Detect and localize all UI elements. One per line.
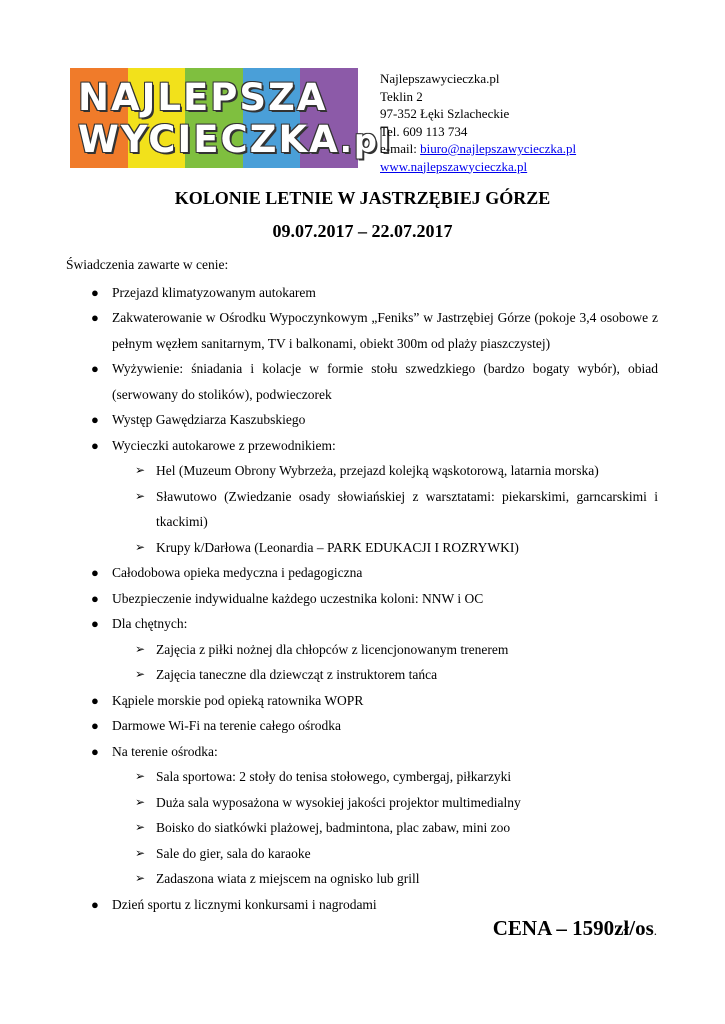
list-item	[66, 739, 658, 892]
logo-text	[70, 68, 392, 168]
price-suffix: .	[653, 923, 657, 938]
sublist-item	[112, 815, 658, 841]
bullet-icon: ●	[91, 310, 99, 325]
price-label	[493, 916, 657, 941]
sublist-item	[112, 764, 658, 790]
sublist-item	[112, 790, 658, 816]
list-item	[66, 611, 658, 688]
optional-sublist	[66, 637, 658, 688]
sublist-item-text: Hel (Muzeum Obrony Wybrzeża, przejazd kolejką wąskotorową, latarnia morska)	[156, 463, 599, 478]
list-item-text: Ubezpieczenie indywidualne każdego uczestnika koloni: NNW i OC	[112, 590, 484, 606]
sublist-item	[112, 662, 658, 688]
price-text: CENA – 1590zł/os	[492, 916, 654, 940]
contact-website-line	[380, 158, 576, 176]
bullet-icon: ●	[91, 565, 99, 580]
intro-text: Świadczenia zawarte w cenie:	[66, 257, 229, 272]
contact-email-line	[380, 140, 576, 158]
list-item-text: Przejazd klimatyzowanym autokarem	[112, 284, 316, 300]
list-item-text: Darmowe Wi-Fi na terenie całego ośrodka	[112, 718, 341, 733]
list-item	[66, 688, 658, 714]
sublist-item-text: Zajęcia taneczne dla dziewcząt z instruktorem tańca	[156, 667, 438, 682]
arrow-icon: ➢	[135, 641, 146, 656]
bullet-icon: ●	[91, 361, 99, 376]
page-title: KOLONIE LETNIE W JASTRZĘBIEJ GÓRZE	[174, 188, 551, 208]
contact-website-link[interactable]: www.najlepszawycieczka.pl	[380, 158, 528, 174]
list-item-text: Zakwaterowanie w Ośrodku Wypoczynkowym „Feniks” w Jastrzębiej Górze (pokoje 3,4 osobowe z pełnym węzłem sanitarnym, TV i balkonami, obiekt 300m od plaży piaszczystej)	[112, 310, 658, 351]
list-item	[66, 280, 658, 306]
arrow-icon: ➢	[135, 820, 146, 834]
list-item-text: Wycieczki autokarowe z przewodnikiem:	[112, 437, 336, 453]
bullet-icon: ●	[91, 718, 99, 733]
contact-block	[380, 70, 576, 175]
list-item-text: Wyżywienie: śniadania i kolacje w formie stołu szwedzkiego (bardzo bogaty wybór), obiad (serwowany do stolików), podwieczorek	[112, 361, 658, 402]
list-item-text: Na terenie ośrodka:	[112, 743, 218, 759]
logo-line2-main: WYCIECZKA	[78, 118, 340, 161]
contact-name: Najlepszawycieczka.pl	[380, 71, 500, 86]
sublist-item-text: Sale do gier, sala do karaoke	[156, 845, 311, 861]
list-item-text: Kąpiele morskie pod opieką ratownika WOPR	[112, 692, 364, 708]
logo	[70, 68, 392, 168]
arrow-icon: ➢	[135, 794, 146, 809]
list-item-text: Występ Gawędziarza Kaszubskiego	[112, 412, 306, 427]
facilities-sublist	[66, 764, 658, 892]
list-item	[66, 586, 658, 612]
sublist-item	[112, 535, 658, 561]
contact-email-link[interactable]: biuro@najlepszawycieczka.pl	[420, 141, 577, 156]
contact-phone: Tel. 609 113 734	[380, 123, 468, 139]
sublist-item-text: Zadaszona wiata z miejscem na ognisko lub grill	[156, 871, 420, 886]
sublist-item-text: Krupy k/Darłowa (Leonardia – PARK EDUKACJI I ROZRYWKI)	[156, 539, 519, 555]
arrow-icon: ➢	[135, 871, 146, 885]
contact-street: Teklin 2	[380, 88, 423, 104]
contact-email-label: e-mail:	[380, 141, 421, 156]
sublist-item	[112, 484, 658, 535]
bullet-icon: ●	[91, 284, 99, 300]
bullet-icon: ●	[91, 412, 99, 427]
arrow-icon: ➢	[135, 845, 146, 860]
arrow-icon: ➢	[135, 463, 146, 477]
list-item	[66, 356, 658, 407]
offer-content	[66, 252, 658, 917]
sublist-item-text: Boisko do siatkówki plażowej, badmintona, plac zabaw, mini zoo	[156, 820, 511, 835]
bullet-icon: ●	[91, 692, 99, 708]
list-item-text: Dzień sportu z licznymi konkursami i nagrodami	[112, 896, 377, 912]
logo-line2-suffix: .pl	[339, 122, 392, 160]
bullet-icon: ●	[91, 616, 99, 631]
benefits-list	[66, 280, 658, 918]
list-item-text: Całodobowa opieka medyczna i pedagogiczna	[112, 565, 363, 580]
sublist-item	[112, 637, 658, 663]
bullet-icon: ●	[91, 743, 99, 759]
sublist-item	[112, 841, 658, 867]
arrow-icon: ➢	[135, 769, 146, 783]
bullet-icon: ●	[91, 590, 99, 606]
arrow-icon: ➢	[135, 539, 146, 554]
page-dates: 09.07.2017 – 22.07.2017	[272, 221, 453, 241]
bullet-icon: ●	[91, 896, 99, 912]
excursions-sublist	[66, 458, 658, 560]
list-item	[66, 433, 658, 561]
list-item	[66, 305, 658, 356]
list-item	[66, 713, 658, 739]
list-item	[66, 892, 658, 918]
logo-line1: NAJLEPSZA	[78, 76, 328, 119]
sublist-item-text: Sławutowo (Zwiedzanie osady słowiańskiej z warsztatami: piekarskimi, garncarskimi i tkackimi)	[156, 488, 658, 529]
sublist-item	[112, 866, 658, 892]
list-item	[66, 560, 658, 586]
bullet-icon: ●	[91, 437, 99, 453]
sublist-item-text: Sala sportowa: 2 stoły do tenisa stołowego, cymbergaj, piłkarzyki	[156, 769, 512, 784]
sublist-item	[112, 458, 658, 484]
arrow-icon: ➢	[135, 667, 146, 681]
sublist-item-text: Duża sala wyposażona w wysokiej jakości projektor multimedialny	[156, 794, 521, 810]
list-item	[66, 407, 658, 433]
list-item-text: Dla chętnych:	[112, 616, 188, 631]
logo-line2	[78, 118, 392, 161]
contact-city: 97-352 Łęki Szlacheckie	[380, 106, 510, 121]
sublist-item-text: Zajęcia z piłki nożnej dla chłopców z licencjonowanym trenerem	[156, 641, 509, 657]
arrow-icon: ➢	[135, 488, 146, 503]
